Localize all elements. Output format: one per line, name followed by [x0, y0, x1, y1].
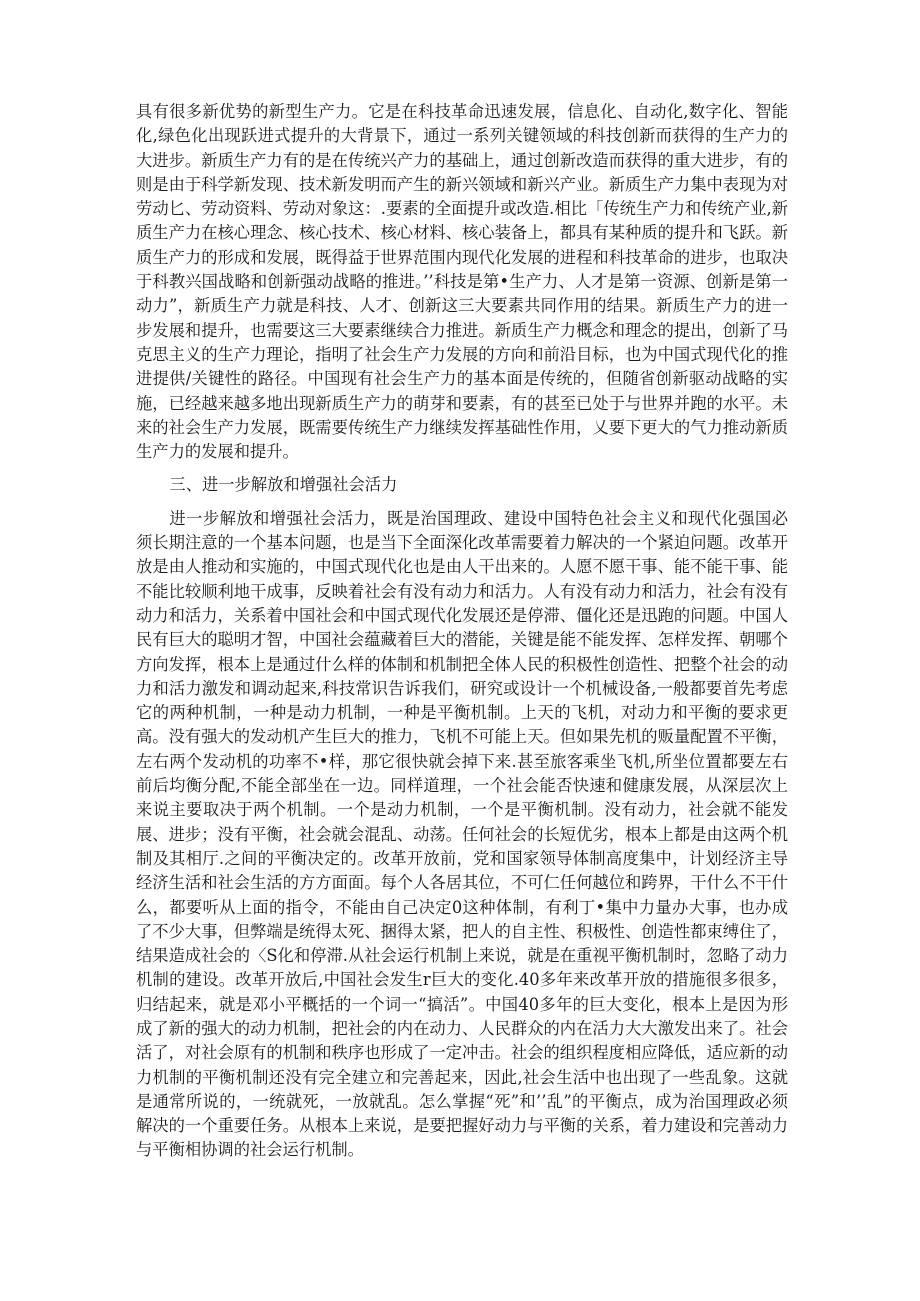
body-paragraph: 进一步解放和增强社会活力，既是治国理政、建设中国特色社会主义和现代化强国必须长期注意的一个基本问题，也是当下全面深化改革需要着力解决的一个紧迫问题。改革开放是由人推动和实施的，中国式现代化也是由人干出来的。人愿不愿干事、能不能干事、能不能比较顺利地干成事，反映着社会有没有动力和活力。人有没有动力和活力，社会有没有动力和活力，关系着中国社会和中国式现代化发展还是停滞、僵化还是迅跑的问题。中国人民有巨大的聪明才智，中国社会蕴藏着巨大的潜能，关键是能不能发挥、怎样发挥、朝哪个方向发挥，根本上是通过什么样的体制和机制把全体人民的积极性创造性、把整个社会的动力和活力激发和调动起来,科技常识告诉我们，研究或设计一个机械设备,一般都要首先考虑它的两种机制，一种是动力机制，一种是平衡机制。上天的飞机，对动力和平衡的要求更高。没有强大的发动机产生巨大的推力，飞机不可能上天。但如果先机的贩量配置不平衡，左右两个发动机的功率不•样，那它很快就会掉下来.甚至旅客乘坐飞机,所坐位置都要左右前后均衡分配,不能全部坐在一边。同样道理，一个社会能否快速和健康发展，从深层次上来说主要取决于两个机制。一个是动力机制，一个是平衡机制。没有动力，社会就不能发展、进步；没有平衡，社会就会混乱、动荡。任何社会的长短优劣，根本上都是由这两个机制及其相厅.之间的平衡决定的。改革开放前，党和国家领导体制高度集中，计划经济主导经济生活和社会生活的方方面面。每个人各居其位，不可仁任何越位和跨界，干什么不干什么，都要听从上面的指令，不能由自己决定0这种体制，有利丁•集中力量办大事，也办成了不少大事，但弊端是统得太死、捆得太紧，把人的自主性、积极性、创造性都束缚住了，结果造成社会的〈S化和停滞.从社会运行机制上来说，就是在重视平衡机制时，忽略了动力机制的建设。改革开放后,中国社会发生r巨大的变化.40多年来改革开放的措施很多很多，归结起来，就是邓小平概括的一个词一“搞活”。中国40多年的巨大变化，根本上是因为形成了新的强大的动力机制，把社会的内在动力、人民群众的内在活力大大激发出来了。社会活了，对社会原有的机制和秩序也形成了一定冲击。社会的组织程度相应降低，适应新的动力机制的平衡机制还没有完全建立和完善起来，因此,社会生活中也出现了一些乱象。这就是通常所说的，一统就死，一放就乱。怎么掌握“死”和’’乱”的平衡点，成为治国理政必须解决的一个重要任务。从根本上来说，是要把握好动力与平衡的关系，着力建设和完善动力与平衡相协调的社会运行机制。 — [136, 508, 788, 1160]
document-page — [136, 100, 788, 1163]
body-paragraph-continued: 具有很多新优势的新型生产力。它是在科技革命迅速发展，信息化、自动化,数字化、智能化,绿色化出现跃进式提升的大背景下，通过一系列关键领域的科技创新而获得的生产力的大进步。新质生产力有的是在传统兴产力的基础上，通过创新改造而获得的重大进步，有的则是由于科学新发现、技术新发明而产生的新兴领域和新兴产业。新质生产力集中表现为对劳动匕、劳动资料、劳动对象这：.要素的全面提升或改造.相比「传统生产力和传统产业,新质生产力在核心理念、核心技术、核心材料、核心装备上，都具有某种质的提升和飞跃。新质生产力的形成和发展，既得益于世界范围内现代化发展的进程和科技革命的进步，也取决于科教兴国战略和创新强动战略的推进。’’科技是第•生产力、人才是第一资源、创新是第一动力”，新质生产力就是科技、人才、创新这三大要素共同作用的结果。新质生产力的进一步发展和提升，也需要这三大要素继续合力推进。新质生产力概念和理念的提出，创新了马克思主义的生产力理论，指明了社会生产力发展的方向和前沿目标，也为中国式现代化的推进提供/关键性的路径。中国现有社会生产力的基本面是传统的，但随省创新驱动战略的实施，已经越来越多地出现新质生产力的萌芽和要素，有的甚至已处于与世界并跑的水平。未来的社会生产力发展，既需要传统生产力继续发挥基础性作用，乂要下更大的气力推动新质生产力的发展和提升。 — [136, 102, 788, 462]
section-heading: 三、进一步解放和增强社会活力 — [169, 475, 398, 495]
